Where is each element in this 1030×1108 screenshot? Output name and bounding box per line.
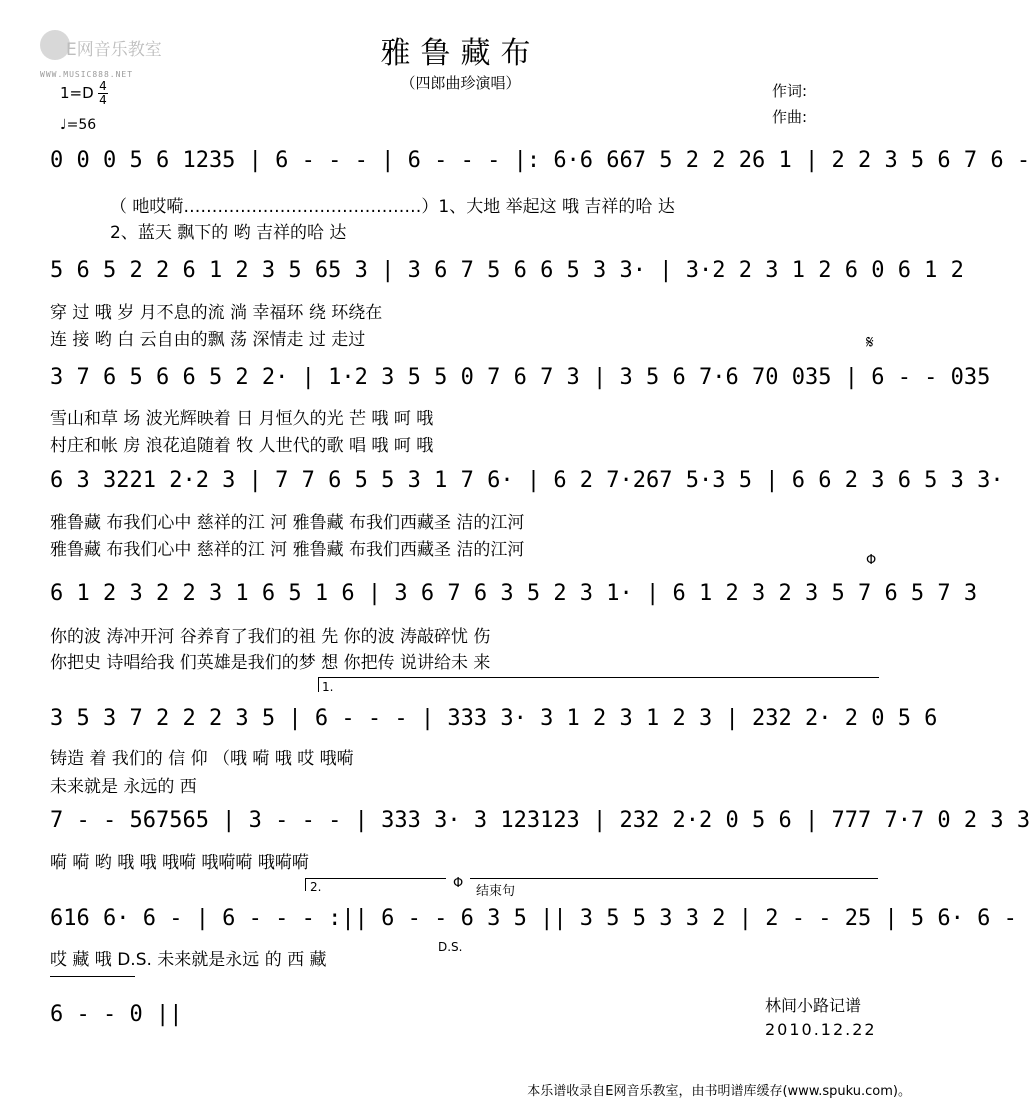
score-subtitle: （四郎曲珍演唱）	[400, 74, 521, 92]
final-bracket	[50, 976, 135, 987]
segno-sign: 𝄋	[866, 332, 874, 353]
system-6-notes: 3 5 3 7 2 2 2 3 5 | 6 - - - | 333 3· 3 1 2 3 1 2 3 | 232 2· 2 0 5 6	[50, 706, 938, 731]
system-9-notes: 6 - - 0 ||	[50, 1002, 183, 1027]
time-signature	[98, 80, 108, 107]
coda-sign: Φ	[866, 553, 877, 568]
ending-bracket	[470, 878, 878, 891]
system-1-lyric-1: （ 吔哎嗬……………………………………）1、大地 举起这 哦 吉祥的哈 达	[110, 197, 675, 217]
system-3-notes: 3 7 6 5 6 6 5 2 2· | 1·2 3 5 5 0 7 6 7 3 | 3 5 6 7·6 70 035 | 6 - - 035	[50, 365, 991, 390]
meter-top: 4	[99, 79, 107, 93]
system-2-lyric-2: 连 接 哟 白 云自由的飘 荡 深情走 过 走过	[50, 330, 366, 350]
quarter-note-icon: ♩	[60, 117, 67, 133]
volta-2-bracket	[305, 878, 446, 891]
key-signature: 1=D	[60, 84, 94, 102]
system-6-lyric-2: 未来就是 永远的 西	[50, 777, 197, 797]
system-4-notes: 6 3 3221 2·2 3 | 7 7 6 5 5 3 1 7 6· | 6 2 7·267 5·3 5 | 6 6 2 3 6 5 3 3·	[50, 468, 1004, 493]
composer-label: 作曲:	[772, 108, 808, 126]
coda-sign-2: Φ	[453, 876, 464, 891]
system-3-lyric-2: 村庄和帐 房 浪花追随着 牧 人世代的歌 唱 哦 呵 哦	[50, 436, 434, 456]
tempo-value: =56	[66, 117, 97, 133]
system-5-notes: 6 1 2 3 2 2 3 1 6 5 1 6 | 3 6 7 6 3 5 2 3 1· | 6 1 2 3 2 3 5 7 6 5 7 3	[50, 581, 978, 606]
system-5-lyric-2: 你把史 诗唱给我 们英雄是我们的梦 想 你把传 说讲给未 来	[50, 653, 491, 673]
system-1-lyric-2: 2、蓝天 飘下的 哟 吉祥的哈 达	[110, 223, 347, 243]
system-7-notes: 7 - - 567565 | 3 - - - | 333 3· 3 123123 | 232 2·2 0 5 6 | 777 7·7 0 2 3 3	[50, 808, 1030, 833]
ds-label: D.S.	[438, 940, 463, 954]
system-2-notes: 5 6 5 2 2 6 1 2 3 5 65 3 | 3 6 7 5 6 6 5 3 3· | 3·2 2 3 1 2 6 0 6 1 2	[50, 258, 964, 283]
system-4-lyric-2: 雅鲁藏 布我们心中 慈祥的江 河 雅鲁藏 布我们西藏圣 洁的江河	[50, 540, 525, 560]
transcribe-date: 2010.12.22	[765, 1020, 877, 1039]
volta-1-bracket	[318, 677, 879, 692]
meter-bottom: 4	[99, 93, 107, 107]
system-6-lyric-1: 铸造 着 我们的 信 仰 （哦 嗬 哦 哎 哦嗬	[50, 749, 354, 769]
volta-2-label: 2.	[310, 880, 322, 894]
system-3-lyric-1: 雪山和草 场 波光辉映着 日 月恒久的光 芒 哦 呵 哦	[50, 409, 434, 429]
tempo-marking	[60, 117, 96, 133]
system-1-notes: 0 0 0 5 6 1235 | 6 - - - | 6 - - - |: 6·6 667 5 2 2 26 1 | 2 2 3 5 6 7 6 -	[50, 148, 1030, 173]
ending-label: 结束句	[476, 884, 516, 899]
watermark-url: WWW.MUSIC888.NET	[40, 70, 134, 79]
system-2-lyric-1: 穿 过 哦 岁 月不息的流 淌 幸福环 绕 环绕在	[50, 303, 383, 323]
system-4-lyric-1: 雅鲁藏 布我们心中 慈祥的江 河 雅鲁藏 布我们西藏圣 洁的江河	[50, 513, 525, 533]
lyricist-label: 作词:	[772, 82, 808, 100]
footer-source: 本乐谱收录自E网音乐教室，由书明谱库缓存(www.spuku.com)。	[527, 1084, 911, 1099]
transcriber-name: 林间小路记谱	[765, 996, 862, 1015]
volta-1-label: 1.	[322, 680, 334, 694]
system-7-lyric-1: 嗬 嗬 哟 哦 哦 哦嗬 哦嗬嗬 哦嗬嗬	[50, 853, 309, 873]
system-8-notes: 616 6· 6 - | 6 - - - :|| 6 - - 6 3 5 || 3 5 5 3 3 2 | 2 - - 25 | 5 6· 6 -	[50, 906, 1017, 931]
system-8-lyric-1: 哎 藏 哦 D.S. 未来就是永远 的 西 藏	[50, 950, 327, 970]
score-title: 雅鲁藏布	[380, 36, 541, 71]
system-5-lyric-1: 你的波 涛冲开河 谷养育了我们的祖 先 你的波 涛敲碎忧 伤	[50, 627, 491, 647]
watermark-brand: E网音乐教室	[66, 40, 162, 60]
